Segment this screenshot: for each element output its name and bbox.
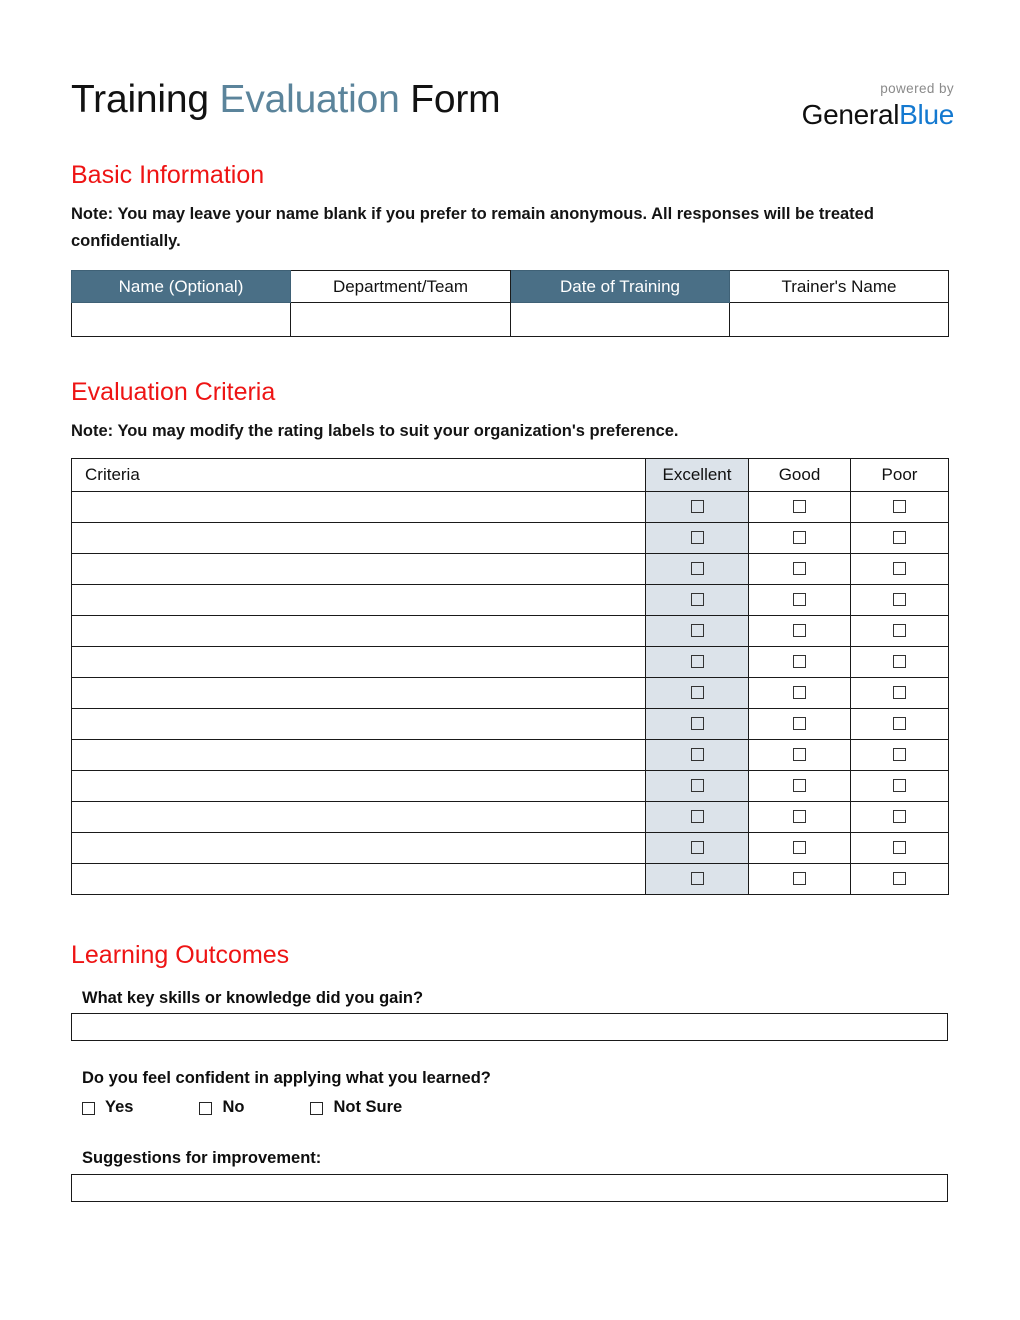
checkbox-icon[interactable] <box>199 1102 212 1115</box>
rating-cell-good[interactable] <box>749 585 851 616</box>
checkbox-icon[interactable] <box>691 779 704 792</box>
powered-by-label: powered by <box>880 81 954 96</box>
section-heading-evaluation-criteria: Evaluation Criteria <box>71 378 276 406</box>
checkbox-icon[interactable] <box>691 686 704 699</box>
basic-information-header-row <box>72 271 949 303</box>
rating-cell-good[interactable] <box>749 647 851 678</box>
rating-cell-good[interactable] <box>749 492 851 523</box>
table-row <box>72 647 949 678</box>
rating-cell-excellent[interactable] <box>646 771 749 802</box>
criteria-input-cell[interactable] <box>72 833 646 864</box>
column-header-trainer-name: Trainer's Name <box>730 271 949 303</box>
checkbox-icon[interactable] <box>793 841 806 854</box>
brand-logo <box>802 82 954 129</box>
checkbox-icon[interactable] <box>691 531 704 544</box>
checkbox-icon[interactable] <box>893 748 906 761</box>
rating-cell-poor[interactable] <box>851 554 949 585</box>
evaluation-criteria-note: Note: You may modify the rating labels to suit your organization's preference. <box>71 422 679 440</box>
checkbox-icon[interactable] <box>793 872 806 885</box>
checkbox-icon[interactable] <box>893 531 906 544</box>
table-row <box>72 740 949 771</box>
checkbox-icon[interactable] <box>793 655 806 668</box>
table-row <box>72 709 949 740</box>
rating-cell-poor[interactable] <box>851 616 949 647</box>
criteria-input-cell[interactable] <box>72 616 646 647</box>
confidence-option-label: Not Sure <box>333 1098 403 1116</box>
checkbox-icon[interactable] <box>793 748 806 761</box>
basic-information-input-row <box>72 303 949 337</box>
evaluation-criteria-table <box>71 458 949 895</box>
checkbox-icon[interactable] <box>793 686 806 699</box>
checkbox-icon[interactable] <box>691 655 704 668</box>
rating-cell-poor[interactable] <box>851 647 949 678</box>
criteria-input-cell[interactable] <box>72 864 646 895</box>
criteria-input-cell[interactable] <box>72 492 646 523</box>
table-row <box>72 802 949 833</box>
table-row <box>72 585 949 616</box>
rating-cell-good[interactable] <box>749 864 851 895</box>
field-date-of-training[interactable] <box>511 303 730 337</box>
rating-cell-excellent[interactable] <box>646 709 749 740</box>
checkbox-icon[interactable] <box>893 500 906 513</box>
rating-cell-good[interactable] <box>749 771 851 802</box>
rating-cell-good[interactable] <box>749 523 851 554</box>
confidence-option-label: Yes <box>105 1098 134 1116</box>
checkbox-icon[interactable] <box>793 624 806 637</box>
table-row <box>72 833 949 864</box>
rating-cell-poor[interactable] <box>851 523 949 554</box>
column-header-department: Department/Team <box>291 271 511 303</box>
checkbox-icon[interactable] <box>793 531 806 544</box>
confidence-option-no[interactable] <box>199 1098 244 1117</box>
section-heading-basic-information: Basic Information <box>71 161 265 189</box>
basic-information-table <box>71 270 949 337</box>
evaluation-criteria-body <box>72 492 949 895</box>
table-row <box>72 554 949 585</box>
question-confidence: Do you feel confident in applying what you learned? <box>82 1069 491 1087</box>
checkbox-icon[interactable] <box>691 717 704 730</box>
rating-cell-excellent[interactable] <box>646 740 749 771</box>
confidence-options <box>82 1098 402 1117</box>
confidence-option-yes[interactable] <box>82 1098 133 1117</box>
title-segment-evaluation: Evaluation <box>219 78 400 121</box>
checkbox-icon[interactable] <box>691 624 704 637</box>
criteria-input-cell[interactable] <box>72 585 646 616</box>
rating-cell-poor[interactable] <box>851 678 949 709</box>
rating-cell-poor[interactable] <box>851 802 949 833</box>
rating-cell-excellent[interactable] <box>646 585 749 616</box>
table-row <box>72 678 949 709</box>
checkbox-icon[interactable] <box>893 686 906 699</box>
rating-cell-good[interactable] <box>749 709 851 740</box>
rating-cell-poor[interactable] <box>851 864 949 895</box>
checkbox-icon[interactable] <box>893 624 906 637</box>
checkbox-icon[interactable] <box>793 562 806 575</box>
checkbox-icon[interactable] <box>691 500 704 513</box>
answer-box-key-skills[interactable] <box>71 1013 948 1041</box>
question-key-skills: What key skills or knowledge did you gain? <box>82 989 424 1007</box>
rating-cell-good[interactable] <box>749 678 851 709</box>
criteria-input-cell[interactable] <box>72 523 646 554</box>
field-name[interactable] <box>72 303 291 337</box>
checkbox-icon[interactable] <box>893 655 906 668</box>
table-row <box>72 616 949 647</box>
column-header-poor: Poor <box>851 459 949 492</box>
column-header-good: Good <box>749 459 851 492</box>
checkbox-icon[interactable] <box>893 717 906 730</box>
rating-cell-good[interactable] <box>749 616 851 647</box>
rating-cell-poor[interactable] <box>851 771 949 802</box>
criteria-input-cell[interactable] <box>72 554 646 585</box>
basic-information-note: Note: You may leave your name blank if you prefer to remain anonymous. All responses will be treated confidentially. <box>71 205 874 250</box>
table-row <box>72 864 949 895</box>
checkbox-icon[interactable] <box>793 717 806 730</box>
brand-name <box>801 98 954 130</box>
checkbox-icon[interactable] <box>793 810 806 823</box>
rating-cell-excellent[interactable] <box>646 492 749 523</box>
rating-cell-good[interactable] <box>749 833 851 864</box>
criteria-input-cell[interactable] <box>72 709 646 740</box>
answer-box-suggestions[interactable] <box>71 1174 948 1202</box>
title-segment-form: Form <box>399 78 501 121</box>
checkbox-icon[interactable] <box>893 810 906 823</box>
rating-cell-excellent[interactable] <box>646 647 749 678</box>
checkbox-icon[interactable] <box>793 779 806 792</box>
checkbox-icon[interactable] <box>893 593 906 606</box>
evaluation-criteria-header-row <box>72 459 949 492</box>
rating-cell-poor[interactable] <box>851 740 949 771</box>
criteria-input-cell[interactable] <box>72 771 646 802</box>
checkbox-icon[interactable] <box>793 593 806 606</box>
rating-cell-poor[interactable] <box>851 585 949 616</box>
section-heading-learning-outcomes: Learning Outcomes <box>71 941 290 969</box>
brand-name-general: General <box>801 98 900 130</box>
rating-cell-excellent[interactable] <box>646 802 749 833</box>
checkbox-icon[interactable] <box>82 1102 95 1115</box>
column-header-date-of-training: Date of Training <box>511 271 730 303</box>
column-header-criteria: Criteria <box>72 459 646 492</box>
rating-cell-poor[interactable] <box>851 833 949 864</box>
checkbox-icon[interactable] <box>793 500 806 513</box>
checkbox-icon[interactable] <box>893 872 906 885</box>
checkbox-icon[interactable] <box>310 1102 323 1115</box>
criteria-input-cell[interactable] <box>72 802 646 833</box>
checkbox-icon[interactable] <box>691 562 704 575</box>
rating-cell-excellent[interactable] <box>646 616 749 647</box>
rating-cell-excellent[interactable] <box>646 554 749 585</box>
checkbox-icon[interactable] <box>691 841 704 854</box>
rating-cell-poor[interactable] <box>851 709 949 740</box>
rating-cell-poor[interactable] <box>851 492 949 523</box>
page-header <box>71 78 954 148</box>
confidence-option-not-sure[interactable] <box>310 1098 402 1117</box>
rating-cell-excellent[interactable] <box>646 864 749 895</box>
field-trainer-name[interactable] <box>730 303 949 337</box>
field-department[interactable] <box>291 303 511 337</box>
column-header-name: Name (Optional) <box>72 271 291 303</box>
table-row <box>72 523 949 554</box>
brand-name-blue: Blue <box>899 98 954 130</box>
criteria-input-cell[interactable] <box>72 678 646 709</box>
checkbox-icon[interactable] <box>691 748 704 761</box>
checkbox-icon[interactable] <box>893 562 906 575</box>
rating-cell-excellent[interactable] <box>646 523 749 554</box>
criteria-input-cell[interactable] <box>72 647 646 678</box>
rating-cell-good[interactable] <box>749 554 851 585</box>
checkbox-icon[interactable] <box>893 841 906 854</box>
rating-cell-good[interactable] <box>749 802 851 833</box>
checkbox-icon[interactable] <box>893 779 906 792</box>
checkbox-icon[interactable] <box>691 593 704 606</box>
rating-cell-excellent[interactable] <box>646 678 749 709</box>
question-suggestions: Suggestions for improvement: <box>82 1149 322 1167</box>
criteria-input-cell[interactable] <box>72 740 646 771</box>
table-row <box>72 492 949 523</box>
table-row <box>72 771 949 802</box>
rating-cell-good[interactable] <box>749 740 851 771</box>
title-segment-training: Training <box>71 78 220 121</box>
rating-cell-excellent[interactable] <box>646 833 749 864</box>
checkbox-icon[interactable] <box>691 872 704 885</box>
column-header-excellent: Excellent <box>646 459 749 492</box>
checkbox-icon[interactable] <box>691 810 704 823</box>
confidence-option-label: No <box>222 1098 245 1116</box>
